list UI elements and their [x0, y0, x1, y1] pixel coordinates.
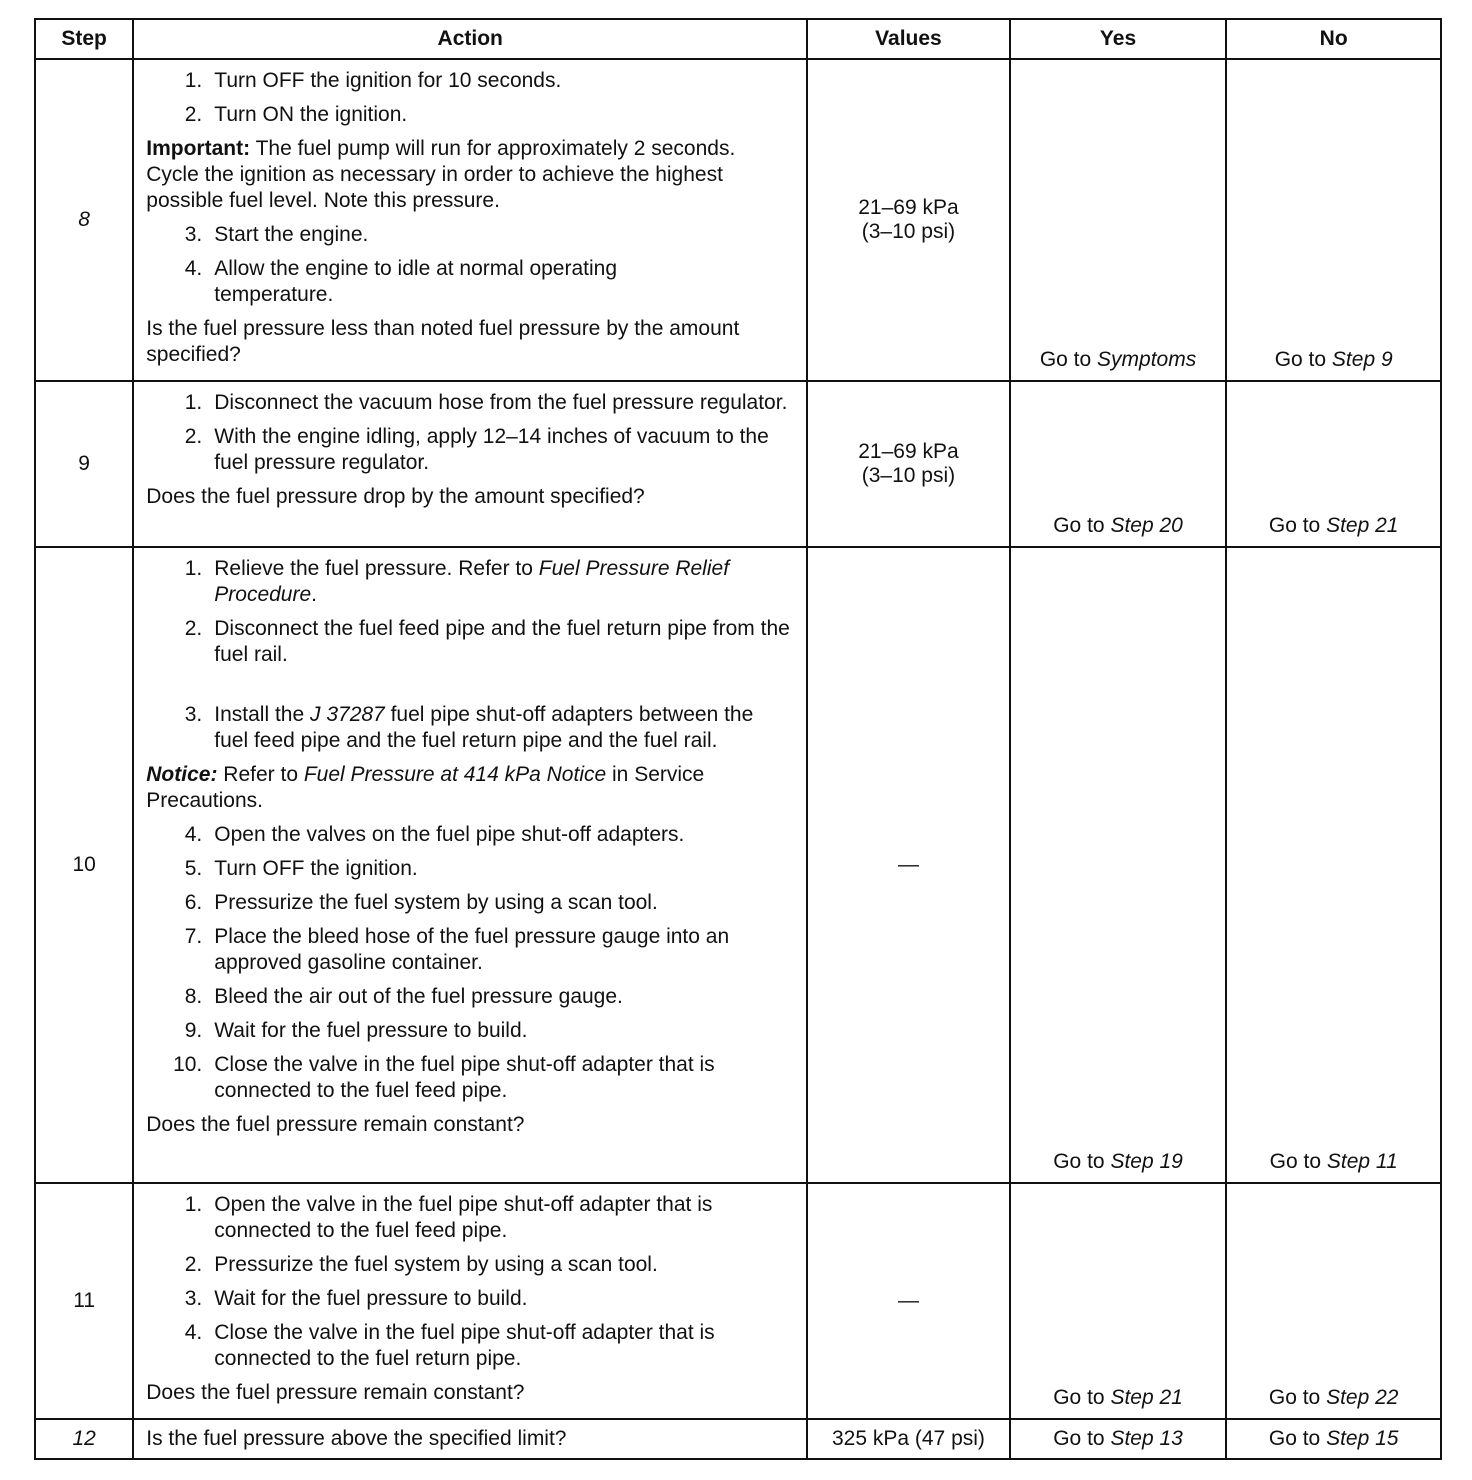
list-item: 2. With the engine idling, apply 12–14 inches of vacuum to the fuel pressure regulator. [184, 425, 769, 474]
action-cell [133, 1419, 807, 1459]
list-item: 7. Place the bleed hose of the fuel pressure gauge into an approved gasoline container. [184, 925, 730, 974]
table-row-step-12 [35, 1419, 1441, 1459]
table-row-step-8 [35, 59, 1441, 381]
step-number: 8 [35, 59, 133, 381]
question-text: Does the fuel pressure remain constant? [146, 1113, 525, 1136]
list-item: 2. Disconnect the fuel feed pipe and the fuel return pipe from the fuel rail. [184, 617, 790, 666]
list-item: 6. Pressurize the fuel system by using a scan tool. [184, 891, 658, 914]
list-item: 1. Turn OFF the ignition for 10 seconds. [184, 69, 562, 92]
list-item: 1. Disconnect the vacuum hose from the fuel pressure regulator. [184, 391, 788, 414]
list-item: 4. Allow the engine to idle at normal operating temperature. [184, 257, 618, 306]
no-cell: Go to Step 11 [1226, 547, 1441, 1183]
list-item: 4. Open the valves on the fuel pipe shut-off adapters. [184, 823, 685, 846]
yes-cell: Go to Step 20 [1010, 381, 1227, 547]
header-values: Values [807, 19, 1010, 59]
list-item: 8. Bleed the air out of the fuel pressure gauge. [184, 985, 623, 1008]
values-cell: 325 kPa (47 psi) [807, 1419, 1010, 1459]
header-yes: Yes [1010, 19, 1227, 59]
list-item: 9. Wait for the fuel pressure to build. [184, 1019, 528, 1042]
list-item: 5. Turn OFF the ignition. [184, 857, 418, 880]
step-number: 10 [35, 547, 133, 1183]
no-cell: Go to Step 21 [1226, 381, 1441, 547]
header-step: Step [35, 19, 133, 59]
list-item: 4. Close the valve in the fuel pipe shut-off adapter that is connected to the fuel return pipe. [184, 1321, 715, 1370]
action-cell [133, 547, 807, 1183]
yes-cell: Go to Symptoms [1010, 59, 1227, 381]
header-no: No [1226, 19, 1441, 59]
values-cell: — [807, 547, 1010, 1183]
values-cell: 21–69 kPa (3–10 psi) [807, 381, 1010, 547]
list-item: 3. Start the engine. [184, 223, 369, 246]
header-row [35, 19, 1441, 59]
no-cell: Go to Step 22 [1226, 1183, 1441, 1419]
step-number: 12 [35, 1419, 133, 1459]
notice-note: Notice: Refer to Fuel Pressure at 414 kPa Notice in Service Precautions. [146, 763, 705, 812]
header-action: Action [133, 19, 807, 59]
yes-cell: Go to Step 13 [1010, 1419, 1227, 1459]
list-item: 3. Install the J 37287 fuel pipe shut-off adapters between the fuel feed pipe and the fuel return pipe and the fuel rail. [184, 703, 754, 752]
no-cell: Go to Step 15 [1226, 1419, 1441, 1459]
list-item: 3. Wait for the fuel pressure to build. [184, 1287, 528, 1310]
action-cell [133, 1183, 807, 1419]
list-item: 1. Open the valve in the fuel pipe shut-off adapter that is connected to the fuel feed pipe. [184, 1193, 713, 1242]
step-number: 11 [35, 1183, 133, 1419]
list-item: 2. Pressurize the fuel system by using a scan tool. [184, 1253, 658, 1276]
yes-cell: Go to Step 19 [1010, 547, 1227, 1183]
list-item: 2. Turn ON the ignition. [184, 103, 408, 126]
table-row-step-11 [35, 1183, 1441, 1419]
action-cell [133, 59, 807, 381]
yes-cell: Go to Step 21 [1010, 1183, 1227, 1419]
list-item: 1. Relieve the fuel pressure. Refer to Fuel Pressure Relief Procedure. [184, 557, 730, 606]
no-cell: Go to Step 9 [1226, 59, 1441, 381]
question-text: Is the fuel pressure above the specified limit? [146, 1427, 567, 1450]
question-text: Does the fuel pressure remain constant? [146, 1381, 525, 1404]
values-cell: 21–69 kPa (3–10 psi) [807, 59, 1010, 381]
question-text: Does the fuel pressure drop by the amount specified? [146, 485, 645, 508]
table-row-step-9 [35, 381, 1441, 547]
values-cell: — [807, 1183, 1010, 1419]
list-item: 10. Close the valve in the fuel pipe shut-off adapter that is connected to the fuel feed pipe. [173, 1053, 715, 1102]
step-number: 9 [35, 381, 133, 547]
diagnostic-table [34, 18, 1442, 1460]
question-text: Is the fuel pressure less than noted fuel pressure by the amount specified? [146, 317, 740, 366]
table-row-step-10 [35, 547, 1441, 1183]
action-cell [133, 381, 807, 547]
important-note: Important: The fuel pump will run for approximately 2 seconds. Cycle the ignition as necessary in order to achieve the highest possible fuel level. Note this pressure. [146, 137, 736, 212]
